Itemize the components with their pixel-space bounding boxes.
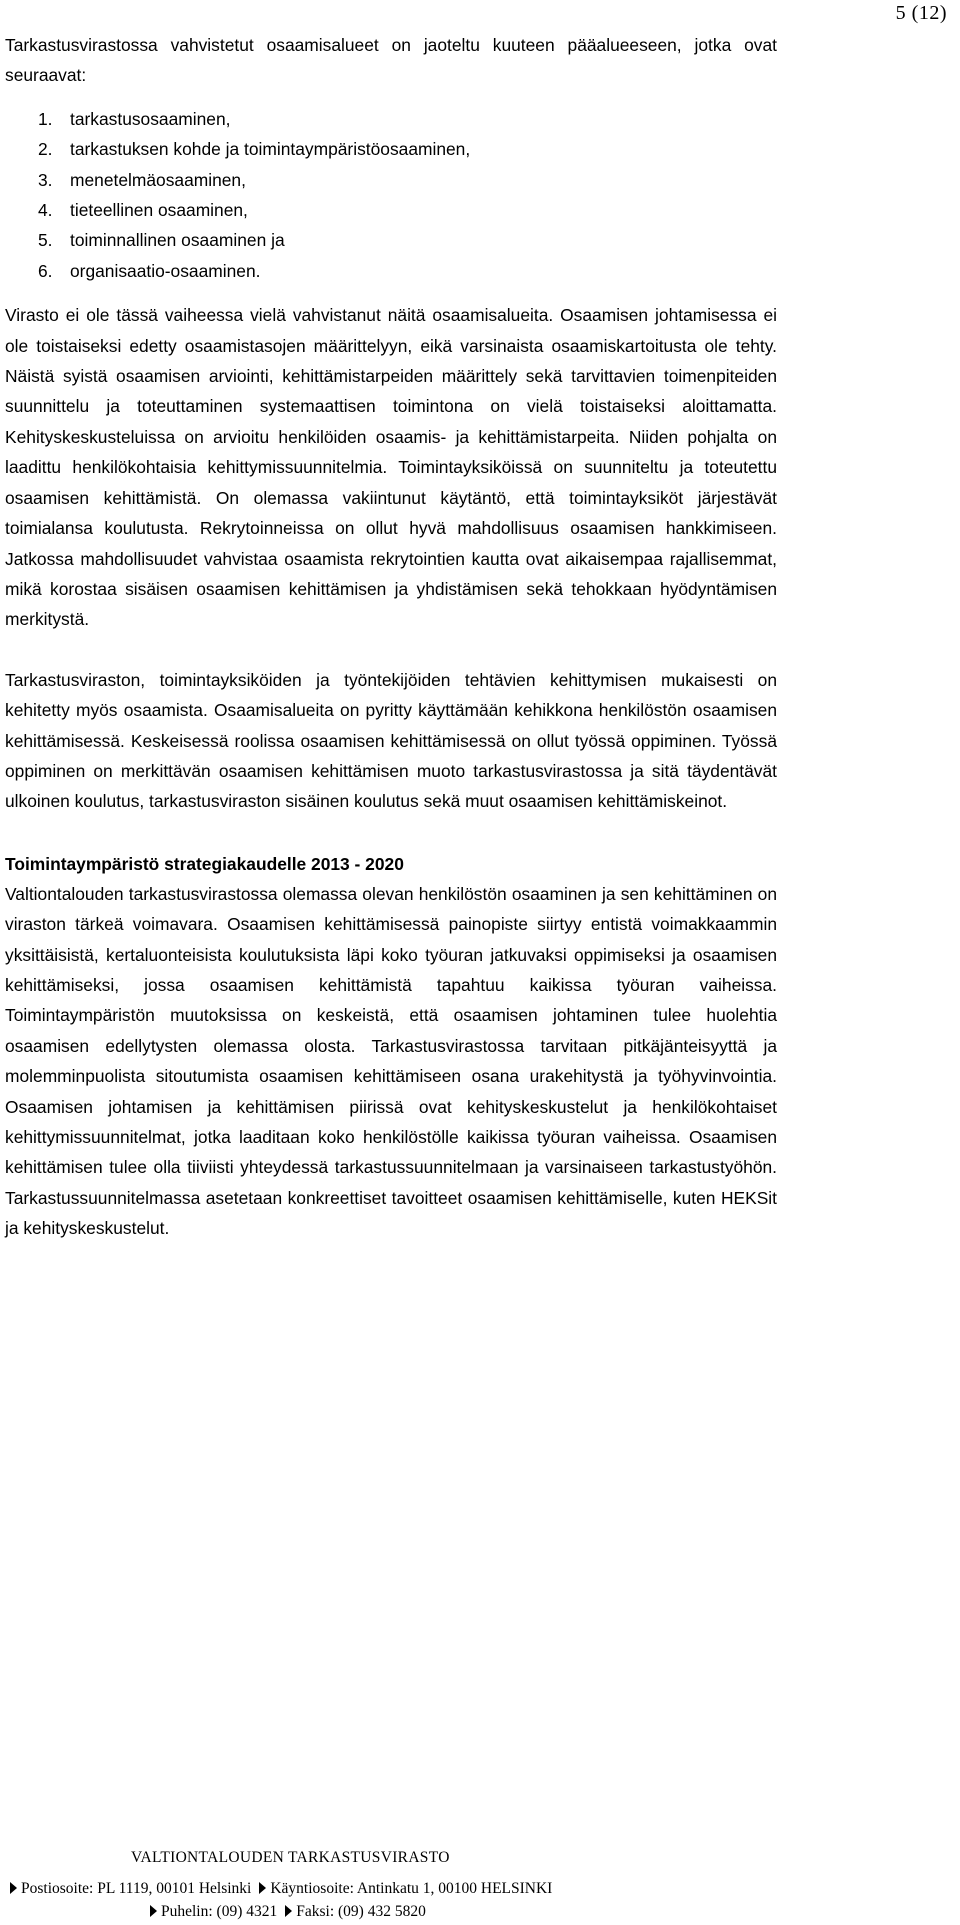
arrow-right-icon [10,1882,17,1894]
list-item-text: tieteellinen osaaminen, [70,200,248,221]
footer-address-line [10,1880,552,1898]
document-body [5,30,777,1244]
intro-paragraph: Tarkastusvirastossa vahvistetut osaamisalueet on jaoteltu kuuteen pääalueeseen, jotka ovat seuraavat: [5,35,777,86]
section-heading: Toimintaympäristö strategiakaudelle 2013 - 2020 [5,853,404,874]
page-number: 5 (12) [895,2,947,24]
environment-paragraph: Valtiontalouden tarkastusvirastossa olemassa olevan henkilöstön osaaminen ja sen kehittäminen on viraston tärkeä voimavara. Osaamisen kehittämisessä painopiste siirtyy entistä voimakkaammin yksittäisistä, kertaluonteisista koulutuksista läpi koko työuran jatkuvaksi oppimiseksi ja osaamisen kehittämiseksi, jossa osaamisen kehittämistä tapahtuu kaikissa työuran vaiheissa. Toimintaympäristön muutoksissa on keskeistä, että osaamisen johtaminen tulee huolehtia osaamisen edellytysten olemassa olosta. Tarkastusvirastossa tarvitaan pitkäjänteisyyttä ja molemminpuolista sitoutumista osaamisen kehittämiseen osana urakehitystä ja työhyvinvointia. Osaamisen johtamisen ja kehittämisen piirissä ovat kehityskeskustelut ja henkilökohtaiset kehittymissuunnitelmat, jotka laaditaan koko henkilöstölle kaikissa työuran vaiheissa. Osaamisen kehittämisen tulee olla tiiviisti yhteydessä tarkastussuunnitelmaan ja varsinaiseen tarkastustyöhön. Tarkastussuunnitelmassa asetetaan konkreettiset tavoitteet osaamisen kehittämiselle, kuten HEKSit ja kehityskeskustelut. [5,883,777,1239]
arrow-right-icon [150,1905,157,1917]
list-item-number: 3. [38,169,53,190]
footer-visiting-address: Käyntiosoite: Antinkatu 1, 00100 HELSINKI [270,1880,553,1897]
list-item-number: 5. [38,230,53,251]
list-item [5,225,777,255]
list-item [5,195,777,225]
arrow-right-icon [259,1882,266,1894]
list-item [5,165,777,195]
list-item-text: tarkastuksen kohde ja toimintaympäristöosaaminen, [70,139,471,160]
footer-phone: Puhelin: (09) 4321 [161,1903,278,1920]
competence-area-list [5,104,777,286]
footer-postal-address: Postiosoite: PL 1119, 00101 Helsinki [21,1880,252,1897]
footer-contact-line [150,1903,426,1921]
footer-organization: VALTIONTALOUDEN TARKASTUSVIRASTO [131,1849,450,1866]
list-item [5,134,777,164]
list-item-number: 1. [38,108,53,129]
footer-fax: Faksi: (09) 432 5820 [296,1903,426,1920]
list-item-number: 6. [38,260,53,281]
list-item-text: tarkastusosaaminen, [70,108,231,129]
list-item-number: 2. [38,139,53,160]
list-item [5,104,777,134]
status-paragraph: Virasto ei ole tässä vaiheessa vielä vahvistanut näitä osaamisalueita. Osaamisen johtamisessa ei ole toistaiseksi edetty osaamistasojen määrittelyyn, eikä varsinaista osaamiskartoitusta ole tehty. Näistä syistä osaamisen arviointi, kehittämistarpeiden määrittely sekä tarvittavien toimenpiteiden suunnittelu ja toteuttaminen systemaattisen toimintona on vielä toistaiseksi aloittamatta. Kehityskeskusteluissa on arvioitu henkilöiden osaamis- ja kehittämistarpeita. Niiden pohjalta on laadittu henkilökohtaisia kehittymissuunnitelmia. Toimintayksiköissä on suunniteltu ja toteutettu osaamisen kehittämistä. On olemassa vakiintunut käytäntö, että toimintayksiköt järjestävät toimialansa koulutusta. Rekrytoinneissa on ollut hyvä mahdollisuus osaamisen hankkimiseen. Jatkossa mahdollisuudet vahvistaa osaamista rekrytointien kautta ovat aikaisempaa rajallisemmat, mikä korostaa sisäisen osaamisen kehittämisen ja yhdistämisen sekä tehokkaan hyödyntämisen merkitystä. [5,305,777,630]
arrow-right-icon [285,1905,292,1917]
list-item-text: menetelmäosaaminen, [70,169,246,190]
development-paragraph: Tarkastusviraston, toimintayksiköiden ja työntekijöiden tehtävien kehittymisen mukaisesti on kehitetty myös osaamista. Osaamisalueita on pyritty käyttämään kehikkona henkilöstön osaamisen kehittämisessä. Keskeisessä roolissa osaamisen kehittämisessä on ollut työssä oppiminen. Työssä oppiminen on merkittävän osaamisen kehittämisen muoto tarkastusvirastossa ja sitä täydentävät ulkoinen koulutus, tarkastusviraston sisäinen koulutus sekä muut osaamisen kehittämiskeinot. [5,669,777,812]
list-item-text: organisaatio-osaaminen. [70,260,261,281]
list-item-number: 4. [38,200,53,221]
list-item-text: toiminnallinen osaaminen ja [70,230,285,251]
list-item [5,256,777,286]
